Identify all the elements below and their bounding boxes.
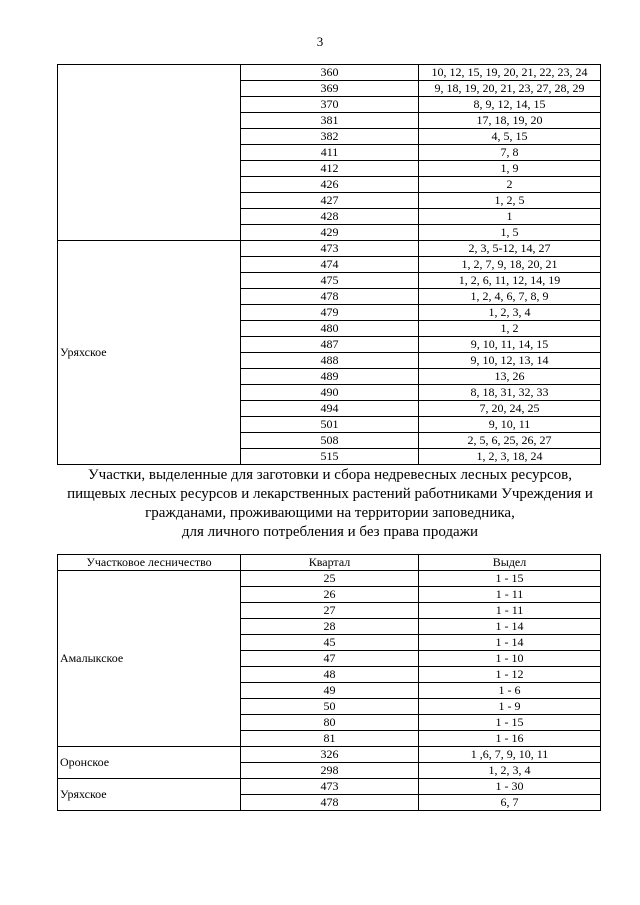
header-forestry: Участковое лесничество [58,555,241,571]
compartment-cell: 1 - 14 [419,635,601,651]
forestry-name-cell: Уряхское [58,779,241,811]
quarter-cell: 473 [241,779,419,795]
compartment-cell: 8, 18, 31, 32, 33 [419,385,601,401]
quarter-cell: 411 [241,145,419,161]
quarter-cell: 48 [241,667,419,683]
heading-line: для личного потребления и без права продажи [181,524,479,540]
table-row [58,241,601,257]
quarter-cell: 489 [241,369,419,385]
compartment-cell: 1, 2, 4, 6, 7, 8, 9 [419,289,601,305]
quarter-cell: 360 [241,65,419,81]
quarter-cell: 480 [241,321,419,337]
compartment-cell: 1 - 6 [419,683,601,699]
forestry-name-cell: Уряхское [58,241,241,465]
compartment-cell: 1, 2, 3, 4 [419,305,601,321]
quarter-cell: 427 [241,193,419,209]
heading-line: Участки, выделенные для заготовки и сбора недревесных лесных ресурсов, [88,467,572,483]
quarter-cell: 49 [241,683,419,699]
compartment-cell: 1, 2, 3, 4 [419,763,601,779]
compartment-cell: 1 - 15 [419,715,601,731]
compartment-cell: 9, 10, 11 [419,417,601,433]
quarter-cell: 27 [241,603,419,619]
heading-line: гражданами, проживающими на территории заповедника, [145,505,515,521]
quarter-cell: 381 [241,113,419,129]
quarter-cell: 479 [241,305,419,321]
quarter-cell: 298 [241,763,419,779]
compartment-cell: 1 - 16 [419,731,601,747]
compartment-cell: 2, 3, 5-12, 14, 27 [419,241,601,257]
quarter-cell: 475 [241,273,419,289]
forest-plots-table-continued [57,64,601,465]
compartment-cell: 1 ,6, 7, 9, 10, 11 [419,747,601,763]
compartment-cell: 1 - 11 [419,587,601,603]
compartment-cell: 1, 2, 7, 9, 18, 20, 21 [419,257,601,273]
compartment-cell: 1 - 12 [419,667,601,683]
quarter-cell: 45 [241,635,419,651]
compartment-cell: 9, 10, 12, 13, 14 [419,353,601,369]
forestry-name-cell: Оронское [58,747,241,779]
header-compartment: Выдел [419,555,601,571]
compartment-cell: 1, 2, 3, 18, 24 [419,449,601,465]
quarter-cell: 426 [241,177,419,193]
forestry-name-cell: Амалыкское [58,571,241,747]
quarter-cell: 474 [241,257,419,273]
compartment-cell: 7, 20, 24, 25 [419,401,601,417]
compartment-cell: 1 [419,209,601,225]
quarter-cell: 428 [241,209,419,225]
compartment-cell: 9, 10, 11, 14, 15 [419,337,601,353]
compartment-cell: 2 [419,177,601,193]
table-row [58,65,601,81]
compartment-cell: 1 - 10 [419,651,601,667]
quarter-cell: 429 [241,225,419,241]
quarter-cell: 26 [241,587,419,603]
quarter-cell: 369 [241,81,419,97]
table-row [58,779,601,795]
compartment-cell: 10, 12, 15, 19, 20, 21, 22, 23, 24 [419,65,601,81]
compartment-cell: 1 - 11 [419,603,601,619]
compartment-cell: 1, 2, 6, 11, 12, 14, 19 [419,273,601,289]
compartment-cell: 1 - 30 [419,779,601,795]
table-header-row [58,555,601,571]
quarter-cell: 473 [241,241,419,257]
quarter-cell: 50 [241,699,419,715]
compartment-cell: 1 - 15 [419,571,601,587]
quarter-cell: 487 [241,337,419,353]
quarter-cell: 490 [241,385,419,401]
quarter-cell: 478 [241,289,419,305]
quarter-cell: 326 [241,747,419,763]
compartment-cell: 7, 8 [419,145,601,161]
compartment-cell: 1, 2, 5 [419,193,601,209]
quarter-cell: 47 [241,651,419,667]
quarter-cell: 412 [241,161,419,177]
compartment-cell: 1 - 14 [419,619,601,635]
header-quarter: Квартал [241,555,419,571]
quarter-cell: 508 [241,433,419,449]
compartment-cell: 1, 9 [419,161,601,177]
non-timber-resources-table [57,554,601,811]
compartment-cell: 13, 26 [419,369,601,385]
compartment-cell: 6, 7 [419,795,601,811]
compartment-cell: 1, 2 [419,321,601,337]
compartment-cell: 4, 5, 15 [419,129,601,145]
quarter-cell: 494 [241,401,419,417]
quarter-cell: 370 [241,97,419,113]
compartment-cell: 1 - 9 [419,699,601,715]
quarter-cell: 478 [241,795,419,811]
quarter-cell: 382 [241,129,419,145]
quarter-cell: 515 [241,449,419,465]
compartment-cell: 2, 5, 6, 25, 26, 27 [419,433,601,449]
forestry-name-cell [58,65,241,241]
page-number: 3 [316,34,324,49]
quarter-cell: 81 [241,731,419,747]
quarter-cell: 25 [241,571,419,587]
table-row [58,747,601,763]
quarter-cell: 488 [241,353,419,369]
compartment-cell: 8, 9, 12, 14, 15 [419,97,601,113]
quarter-cell: 501 [241,417,419,433]
compartment-cell: 1, 5 [419,225,601,241]
section-heading [40,466,620,542]
compartment-cell: 9, 18, 19, 20, 21, 23, 27, 28, 29 [419,81,601,97]
heading-line: пищевых лесных ресурсов и лекарственных растений работниками Учреждения и [67,486,593,502]
quarter-cell: 28 [241,619,419,635]
compartment-cell: 17, 18, 19, 20 [419,113,601,129]
table-row [58,571,601,587]
quarter-cell: 80 [241,715,419,731]
